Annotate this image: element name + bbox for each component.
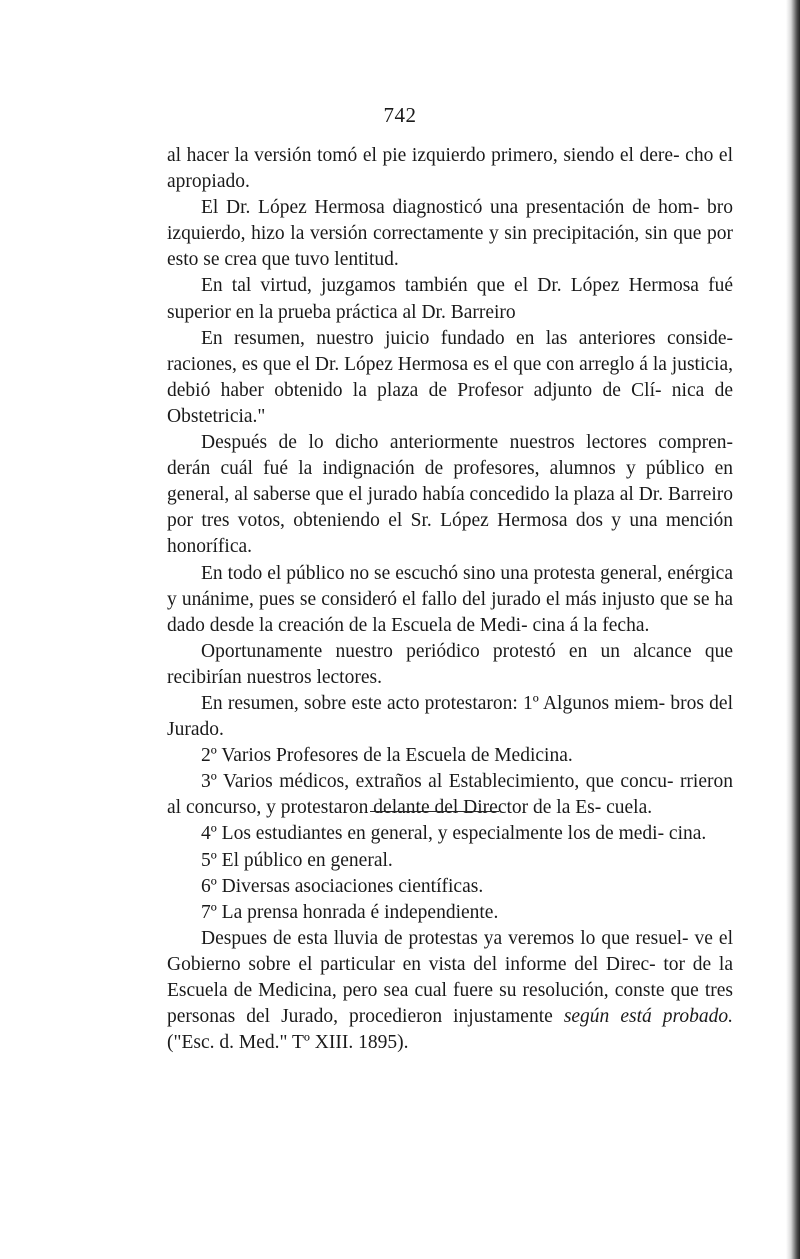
paragraph: En todo el público no se escuchó sino una protesta general, enérgica y unánime, pues se consideró el fallo del jurado el más injusto que se ha dado desde la creación de la Escuela de Medi- cina á la fecha. xyxy=(167,562,733,636)
protest-list-item: 7º La prensa honrada é independiente. xyxy=(201,901,499,923)
protest-list-item: 2º Varios Profesores de la Escuela de Medicina. xyxy=(201,745,573,767)
paragraph: Oportunamente nuestro periódico protestó en un alcance que recibirían nuestros lectores. xyxy=(167,640,733,688)
paragraph: En tal virtud, juzgamos también que el Dr. López Hermosa fué superior en la prueba práctica al Dr. Barreiro xyxy=(167,275,733,323)
closing-paragraph xyxy=(167,926,733,1056)
protest-list-item: 3º Varios médicos, extraños al Establecimiento, que concu- rrieron al concurso, y protestaron delante del Director de la Es- cuela. xyxy=(167,771,733,819)
paragraph: En resumen, nuestro juicio fundado en las anteriores conside- raciones, es que el Dr. López Hermosa es el que con arreglo á la justicia, debió haber obtenido la plaza de Profesor adjunto de Clí- nica de Obstetricia." xyxy=(167,327,733,427)
paragraph: El Dr. López Hermosa diagnosticó una presentación de hom- bro izquierdo, hizo la versión correctamente y sin precipitación, sin que por esto se crea que tuvo lentitud. xyxy=(167,197,733,271)
protest-list-item: 4º Los estudiantes en general, y especialmente los de medi- cina. xyxy=(201,823,707,845)
paragraph: En resumen, sobre este acto protestaron: 1º Algunos miem- bros del Jurado. xyxy=(167,692,733,741)
closing-rule xyxy=(370,811,499,812)
body-text xyxy=(167,143,733,1056)
source-citation: ("Esc. d. Med." Tº XIII. 1895). xyxy=(167,1032,409,1054)
closing-italic: según está probado. xyxy=(563,1006,734,1028)
closing-text: Despues de esta lluvia de protestas ya veremos lo que resuel- ve el Gobierno sobre el particular en vista del informe del Direc- tor de la Escuela de Medicina, pero sea cual fuere su resolución, conste que tres personas del Jurado, procedieron injustamente xyxy=(167,927,733,1028)
paragraph: Después de lo dicho anteriormente nuestros lectores compren- derán cuál fué la indignación de profesores, alumnos y público en general, al saberse que el jurado había concedido la plaza al Dr. Barreiro por tres votos, obteniendo el Sr. López Hermosa dos y una mención honorífica. xyxy=(167,432,733,558)
protest-list-item: 5º El público en general. xyxy=(201,849,393,871)
paragraph: al hacer la versión tomó el pie izquierdo primero, siendo el dere- cho el apropiado. xyxy=(167,145,733,193)
page-edge-shadow xyxy=(786,0,800,1259)
page-number: 742 xyxy=(383,103,417,127)
protest-list-item: 6º Diversas asociaciones científicas. xyxy=(201,875,484,897)
